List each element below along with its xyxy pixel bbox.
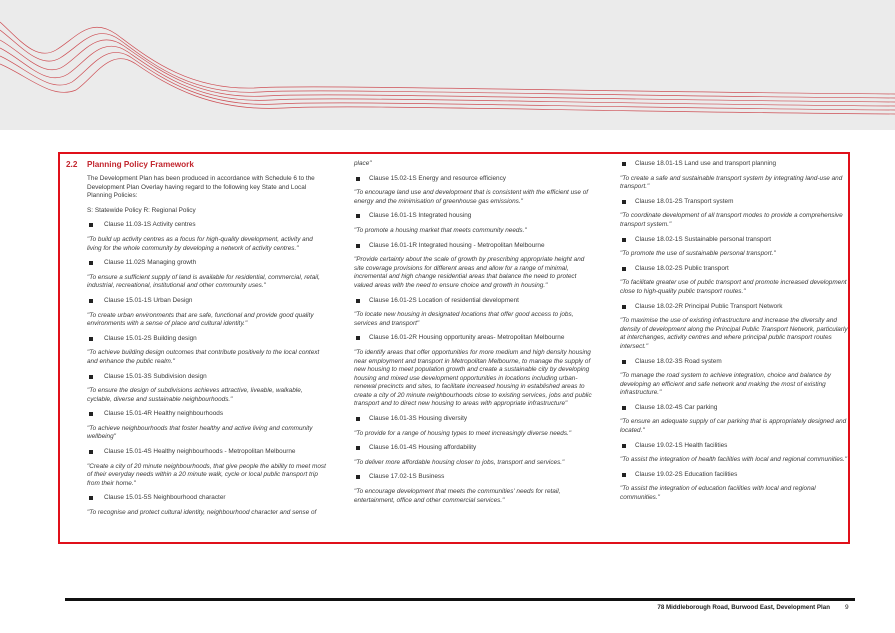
page-number: 9	[845, 604, 849, 611]
clause-title: Clause 16.01-4S Housing affordability	[369, 444, 477, 452]
clause-title: Clause 18.02-2S Public transport	[635, 264, 729, 272]
section-heading	[66, 160, 328, 170]
policy-clause	[87, 297, 328, 306]
clause-title: Clause 16.01-1S Integrated housing	[369, 212, 472, 220]
bullet-icon	[622, 406, 626, 410]
clause-objective-quote: "To build up activity centres as a focus for high-quality development, activity and living for the whole community by developing a network of activity centres."	[87, 235, 313, 252]
bullet-icon	[622, 200, 626, 204]
clause-objective-quote: "To deliver more affordable housing closer to jobs, transport and services."	[354, 458, 565, 466]
clause-objective-quote: "To assist the integration of education facilities with local and regional communities."	[620, 485, 816, 502]
policy-clause	[354, 212, 594, 221]
section-number: 2.2	[66, 160, 78, 169]
clause-title: Clause 15.01-5S Neighbourhood character	[104, 494, 226, 502]
bullet-icon	[356, 336, 360, 340]
clause-objective-quote: "To encourage development that meets the communities' needs for retail, entertainment, office and other commercial services."	[354, 488, 561, 504]
clause-title: Clause 19.02-1S Health facilities	[635, 441, 728, 449]
policy-clause	[354, 297, 594, 306]
clause-objective-quote: "Create a city of 20 minute neighbourhoods, that give people the ability to meet most of their everyday needs within a 20 minute walk, cycle or local public transport trip from their home."	[87, 462, 326, 487]
header-band	[0, 0, 895, 130]
intro-paragraph: The Development Plan has been produced in accordance with Schedule 6 to the Development Plan Overlay having regard to the following key State and Local Planning Policies:	[87, 175, 315, 200]
column-1-body	[87, 175, 328, 518]
continued-quote: place"	[354, 160, 372, 167]
clause-title: Clause 18.01-1S Land use and transport planning	[635, 160, 777, 167]
bullet-icon	[356, 475, 360, 479]
clause-title: Clause 16.01-2S Location of residential development	[369, 296, 519, 304]
bullet-icon	[356, 177, 360, 181]
policy-clause	[620, 198, 848, 207]
clause-objective-quote: "To maximise the use of existing infrastructure and increase the diversity and density of development along the Principal Public Transport Network, particularly at interchanges, activity centres and where principal public transport routes intersect."	[620, 317, 848, 350]
bullet-icon	[89, 450, 93, 454]
bullet-icon	[89, 223, 93, 227]
clause-title: Clause 18.02-3S Road system	[635, 357, 722, 365]
clause-objective-quote: "To manage the road system to achieve integration, choice and balance by developing an efficient and safe network and making the most of existing infrastructure."	[620, 372, 831, 397]
clause-title: Clause 16.01-2R Housing opportunity areas- Metropolitan Melbourne	[369, 334, 565, 342]
clause-objective-quote: "To promote the use of sustainable personal transport."	[620, 250, 776, 258]
policy-clause	[620, 358, 848, 367]
clause-title: Clause 16.01-1R Integrated housing - Metropolitan Melbourne	[369, 241, 545, 249]
policy-clause	[354, 415, 594, 424]
clause-objective-quote: "To assist the integration of health facilities with local and regional communities."	[620, 456, 848, 464]
clause-title: Clause 16.01-3S Housing diversity	[369, 415, 468, 423]
policy-clause	[354, 175, 594, 184]
section-title: Planning Policy Framework	[87, 160, 194, 169]
bullet-icon	[622, 305, 626, 309]
policy-clause	[354, 473, 594, 482]
bullet-icon	[622, 267, 626, 271]
policy-clause	[354, 334, 594, 343]
clause-objective-quote: "Provide certainty about the scale of growth by prescribing appropriate height and site coverage provisions for different areas and allow for a range of minimal, incremental and high change residential areas that balance the need to protect valued areas with the need to ensure choice and growth in housing."	[354, 256, 585, 289]
policy-legend: S: Statewide Policy R: Regional Policy	[87, 206, 196, 214]
bullet-icon	[89, 412, 93, 416]
policy-clause	[87, 335, 328, 344]
clause-title: Clause 18.02-4S Car parking	[635, 403, 718, 411]
footer-rule	[65, 598, 855, 601]
policy-clause	[87, 494, 328, 503]
policy-clause	[87, 448, 328, 457]
clause-objective-quote: "To recognise and protect cultural identity, neighbourhood character and sense of	[87, 509, 317, 517]
clause-title: Clause 15.02-1S Energy and resource efficiency	[369, 174, 507, 182]
clause-objective-quote: "To create a safe and sustainable transport system by integrating land-use and transport."	[620, 174, 843, 191]
policy-clause	[87, 259, 328, 268]
bullet-icon	[356, 299, 360, 303]
policy-clause	[87, 410, 328, 419]
clause-objective-quote: "To locate new housing in designated locations that offer good access to jobs, services and transport"	[354, 311, 574, 327]
policy-clause	[620, 404, 848, 413]
clause-objective-quote: "To ensure a sufficient supply of land is available for residential, commercial, retail, industrial, recreational, institutional and other community uses."	[87, 273, 320, 290]
bullet-icon	[89, 496, 93, 500]
bullet-icon	[356, 214, 360, 218]
clause-title: Clause 11.02S Managing growth	[104, 259, 197, 267]
clause-title: Clause 18.02-2R Principal Public Transport Network	[635, 302, 783, 310]
policy-clause	[354, 444, 594, 453]
clause-objective-quote: "To achieve neighbourhoods that foster healthy and active living and community wellbeing"	[87, 424, 313, 441]
policy-clause	[620, 265, 848, 274]
bullet-icon	[89, 337, 93, 341]
policy-clause	[620, 471, 848, 480]
bullet-icon	[622, 444, 626, 448]
bullet-icon	[89, 375, 93, 379]
clause-objective-quote: "To ensure an adequate supply of car parking that is appropriately designed and located."	[620, 418, 847, 435]
clause-objective-quote: "To coordinate development of all transport modes to provide a comprehensive transport system."	[620, 212, 843, 228]
clause-objective-quote: "To promote a housing market that meets community needs."	[354, 226, 527, 234]
clause-title: Clause 17.02-1S Business	[369, 473, 445, 481]
bullet-icon	[356, 446, 360, 450]
clause-title: Clause 18.01-2S Transport system	[635, 197, 734, 205]
policy-clause	[354, 242, 594, 251]
col1-clause-list	[87, 221, 328, 517]
bullet-icon	[356, 417, 360, 421]
clause-title: Clause 15.01-4S Healthy neighbourhoods - Metropolitan Melbourne	[104, 448, 296, 456]
policy-clause	[620, 442, 848, 451]
bullet-icon	[622, 162, 626, 166]
clause-objective-quote: "To identify areas that offer opportunities for more medium and high density housing near employment and transport in Metropolitan Melbourne, to manage the supply of new housing to meet population growth and create a sustainable city by developing housing and mixed use development opportunities in locations including urban-renewal precincts and sites, to facilitate increased housing in established areas to create a city of 20 minute neighbourhoods close to existing services, jobs and public transport and to direct new housing to areas with appropriate infrastructure"	[354, 348, 592, 408]
planning-policy-framework-box	[58, 152, 850, 544]
bullet-icon	[622, 238, 626, 242]
clause-title: Clause 15.01-2S Building design	[104, 334, 197, 342]
bullet-icon	[622, 473, 626, 477]
clause-objective-quote: "To provide for a range of housing types to meet increasingly diverse needs."	[354, 429, 572, 437]
bullet-icon	[356, 244, 360, 248]
column-2	[354, 160, 594, 511]
column-3	[620, 160, 848, 509]
footer-document-title: 78 Middleborough Road, Burwood East, Development Plan	[657, 604, 830, 611]
clause-title: Clause 18.02-1S Sustainable personal transport	[635, 235, 772, 243]
clause-objective-quote: "To create urban environments that are safe, functional and provide good quality environments with a sense of place and cultural identity."	[87, 311, 314, 328]
clause-title: Clause 15.01-1S Urban Design	[104, 296, 193, 304]
policy-clause	[620, 160, 848, 169]
col2-clause-list	[354, 175, 594, 506]
bullet-icon	[622, 360, 626, 364]
clause-objective-quote: "To encourage land use and development that is consistent with the efficient use of energy and the minimisation of greenhouse gas emissions."	[354, 189, 589, 205]
clause-title: Clause 15.01-4R Healthy neighbourhoods	[104, 410, 224, 418]
col3-clause-list	[620, 160, 848, 503]
clause-objective-quote: "To ensure the design of subdivisions achieves attractive, liveable, walkable, cyclable, diverse and sustainable neighbourhoods."	[87, 387, 303, 403]
bullet-icon	[89, 299, 93, 303]
policy-clause	[620, 236, 848, 245]
clause-title: Clause 11.03-1S Activity centres	[104, 221, 196, 229]
clause-objective-quote: "To facilitate greater use of public transport and promote increased development close to high-quality public transport routes."	[620, 279, 847, 295]
policy-clause	[87, 221, 328, 230]
clause-title: Clause 19.02-2S Education facilities	[635, 470, 738, 478]
clause-title: Clause 15.01-3S Subdivision design	[104, 372, 207, 380]
clause-objective-quote: "To achieve building design outcomes that contribute positively to the local context and enhance the public realm."	[87, 349, 320, 365]
policy-clause	[620, 303, 848, 312]
column-1	[66, 160, 328, 524]
decorative-line-art	[0, 0, 895, 130]
policy-clause	[87, 373, 328, 382]
bullet-icon	[89, 261, 93, 265]
